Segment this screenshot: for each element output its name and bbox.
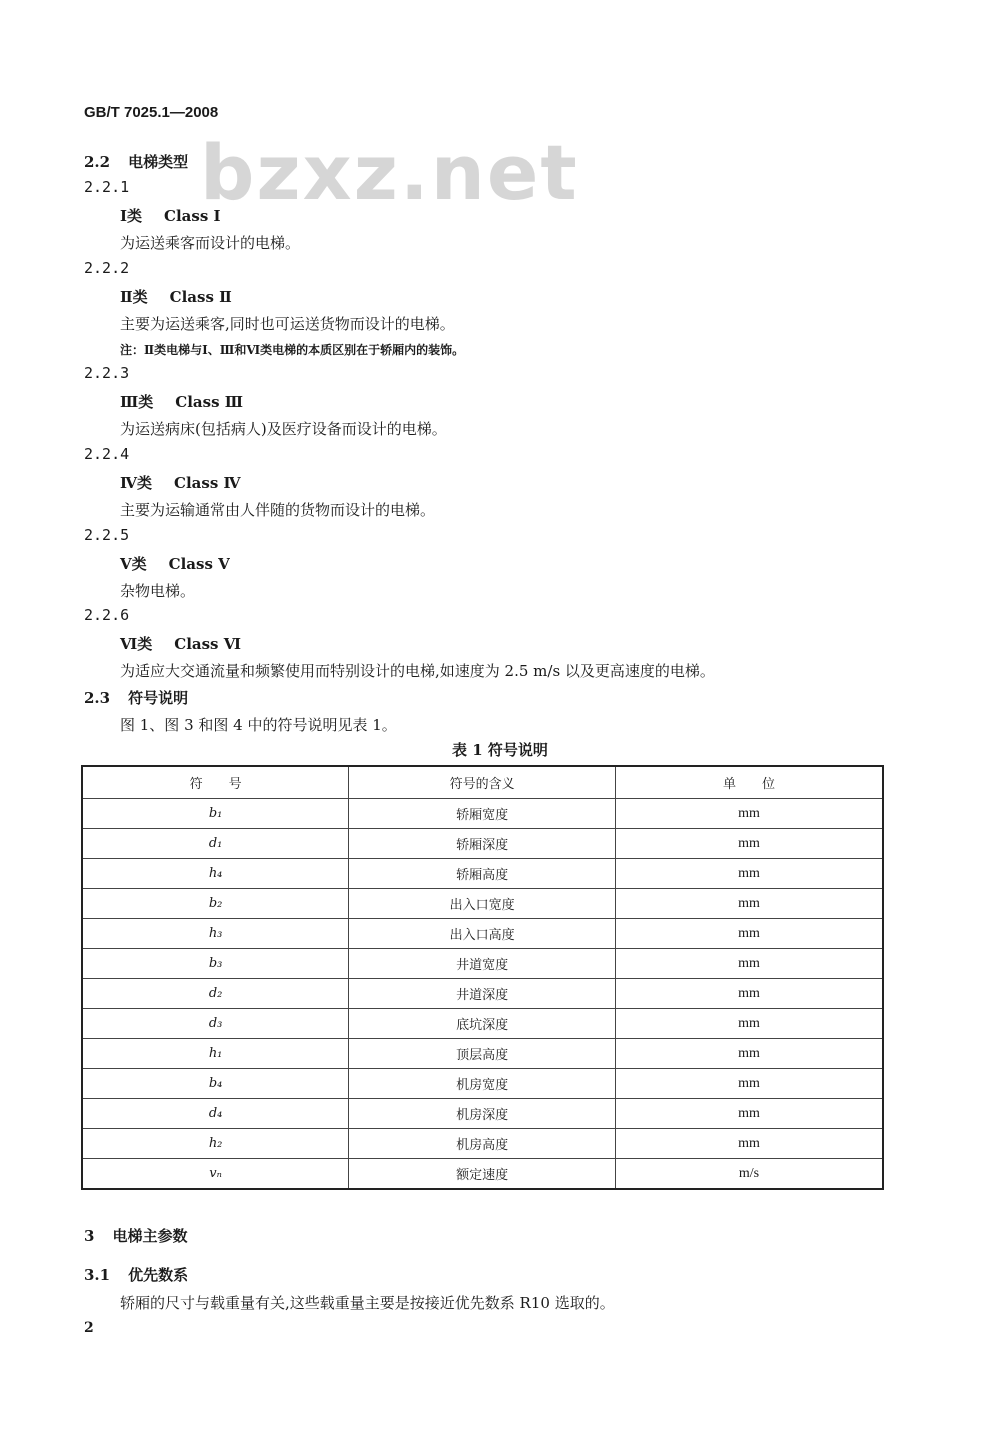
symbol-cell: d₁ bbox=[82, 829, 349, 859]
class-description: 为适应大交通流量和频繁使用而特别设计的电梯,如速度为 2.5 m/s 以及更高速度的电梯。 bbox=[120, 662, 715, 680]
section-title: 电梯主参数 bbox=[112, 1227, 188, 1245]
section-3-heading bbox=[84, 1225, 187, 1246]
class-label bbox=[120, 633, 241, 654]
clause-number: 2.2.1 bbox=[84, 178, 130, 196]
class-label-en: Class Ⅴ bbox=[168, 555, 230, 573]
table-row bbox=[82, 1039, 883, 1069]
meaning-cell: 顶层高度 bbox=[349, 1039, 616, 1069]
class-description: 为运送病床(包括病人)及医疗设备而设计的电梯。 bbox=[120, 420, 447, 438]
table-row bbox=[82, 949, 883, 979]
table-row bbox=[82, 1099, 883, 1129]
section-2-3-intro: 图 1、图 3 和图 4 中的符号说明见表 1。 bbox=[120, 716, 397, 734]
class-label-cn: Ⅳ类 bbox=[120, 474, 153, 492]
unit-cell: mm bbox=[615, 1009, 883, 1039]
column-header-meaning: 符号的含义 bbox=[349, 766, 616, 799]
unit-cell: mm bbox=[615, 1069, 883, 1099]
meaning-cell: 轿厢高度 bbox=[349, 859, 616, 889]
clause-number: 2.2.2 bbox=[84, 259, 130, 277]
class-label-cn: Ⅲ类 bbox=[120, 393, 154, 411]
symbol-cell: vₙ bbox=[82, 1159, 349, 1190]
class-description: 杂物电梯。 bbox=[120, 582, 196, 600]
meaning-cell: 额定速度 bbox=[349, 1159, 616, 1190]
meaning-cell: 机房宽度 bbox=[349, 1069, 616, 1099]
meaning-cell: 轿厢深度 bbox=[349, 829, 616, 859]
class-description: 为运送乘客而设计的电梯。 bbox=[120, 234, 301, 252]
column-header-unit: 单 位 bbox=[615, 766, 883, 799]
section-title: 符号说明 bbox=[128, 689, 189, 707]
standard-number: GB/T 7025.1—2008 bbox=[84, 104, 219, 121]
symbol-cell: h₁ bbox=[82, 1039, 349, 1069]
meaning-cell: 机房高度 bbox=[349, 1129, 616, 1159]
class-label-en: Class Ⅳ bbox=[174, 474, 241, 492]
unit-cell: mm bbox=[615, 949, 883, 979]
table-caption: 表 1 符号说明 bbox=[452, 741, 548, 759]
symbol-cell: h₂ bbox=[82, 1129, 349, 1159]
symbol-cell: b₂ bbox=[82, 889, 349, 919]
section-3-1-text: 轿厢的尺寸与载重量有关,这些载重量主要是按接近优先数系 R10 选取的。 bbox=[120, 1294, 615, 1312]
table-row bbox=[82, 829, 883, 859]
clause-number: 2.2.4 bbox=[84, 445, 130, 463]
class-label-cn: Ⅵ类 bbox=[120, 635, 153, 653]
class-label-cn: Ⅱ类 bbox=[120, 288, 148, 306]
class-label-cn: Ⅰ类 bbox=[120, 207, 143, 225]
section-number: 2.3 bbox=[84, 689, 111, 707]
unit-cell: mm bbox=[615, 829, 883, 859]
unit-cell: mm bbox=[615, 889, 883, 919]
section-number: 2.2 bbox=[84, 153, 111, 171]
class-label-cn: Ⅴ类 bbox=[120, 555, 147, 573]
meaning-cell: 井道深度 bbox=[349, 979, 616, 1009]
meaning-cell: 轿厢宽度 bbox=[349, 799, 616, 829]
symbol-cell: b₁ bbox=[82, 799, 349, 829]
section-number: 3.1 bbox=[84, 1266, 111, 1284]
class-label bbox=[120, 391, 243, 412]
clause-number: 2.2.5 bbox=[84, 526, 130, 544]
symbol-cell: d₄ bbox=[82, 1099, 349, 1129]
table-row bbox=[82, 919, 883, 949]
table-header-row bbox=[82, 766, 883, 799]
table-row bbox=[82, 889, 883, 919]
unit-cell: mm bbox=[615, 1099, 883, 1129]
class-description: 主要为运输通常由人伴随的货物而设计的电梯。 bbox=[120, 501, 436, 519]
symbol-cell: b₄ bbox=[82, 1069, 349, 1099]
clause-number: 2.2.3 bbox=[84, 364, 130, 382]
meaning-cell: 井道宽度 bbox=[349, 949, 616, 979]
meaning-cell: 出入口高度 bbox=[349, 919, 616, 949]
page-number: 2 bbox=[84, 1320, 94, 1336]
section-number: 3 bbox=[84, 1227, 95, 1245]
class-label bbox=[120, 553, 230, 574]
table-row bbox=[82, 1009, 883, 1039]
table-row bbox=[82, 799, 883, 829]
class-label-en: Class Ⅲ bbox=[175, 393, 244, 411]
table-row bbox=[82, 979, 883, 1009]
class-description: 主要为运送乘客,同时也可运送货物而设计的电梯。 bbox=[120, 315, 455, 333]
class-label-en: Class Ⅰ bbox=[164, 207, 221, 225]
unit-cell: mm bbox=[615, 919, 883, 949]
section-title: 电梯类型 bbox=[128, 153, 189, 171]
symbol-cell: d₂ bbox=[82, 979, 349, 1009]
symbol-cell: d₃ bbox=[82, 1009, 349, 1039]
section-2-3-heading bbox=[84, 687, 188, 708]
class-label bbox=[120, 205, 221, 226]
class-label bbox=[120, 472, 241, 493]
section-2-2-heading bbox=[84, 151, 188, 172]
meaning-cell: 底坑深度 bbox=[349, 1009, 616, 1039]
symbol-cell: h₄ bbox=[82, 859, 349, 889]
table-row bbox=[82, 1129, 883, 1159]
section-3-1-heading bbox=[84, 1264, 188, 1285]
watermark: bzxz.net bbox=[200, 128, 579, 217]
clause-number: 2.2.6 bbox=[84, 606, 130, 624]
meaning-cell: 出入口宽度 bbox=[349, 889, 616, 919]
table-row bbox=[82, 1069, 883, 1099]
unit-cell: mm bbox=[615, 859, 883, 889]
class-label bbox=[120, 286, 232, 307]
class-note: 注：Ⅱ类电梯与Ⅰ、Ⅲ和Ⅵ类电梯的本质区别在于轿厢内的装饰。 bbox=[120, 343, 465, 357]
table-row bbox=[82, 1159, 883, 1190]
class-label-en: Class Ⅱ bbox=[169, 288, 232, 306]
unit-cell: mm bbox=[615, 1129, 883, 1159]
table-row bbox=[82, 859, 883, 889]
unit-cell: mm bbox=[615, 1039, 883, 1069]
symbol-cell: h₃ bbox=[82, 919, 349, 949]
meaning-cell: 机房深度 bbox=[349, 1099, 616, 1129]
unit-cell: m/s bbox=[615, 1159, 883, 1190]
symbol-table bbox=[81, 765, 884, 1190]
section-title: 优先数系 bbox=[128, 1266, 189, 1284]
table-body bbox=[82, 799, 883, 1190]
unit-cell: mm bbox=[615, 979, 883, 1009]
symbol-cell: b₃ bbox=[82, 949, 349, 979]
unit-cell: mm bbox=[615, 799, 883, 829]
class-label-en: Class Ⅵ bbox=[174, 635, 241, 653]
column-header-symbol: 符 号 bbox=[82, 766, 349, 799]
